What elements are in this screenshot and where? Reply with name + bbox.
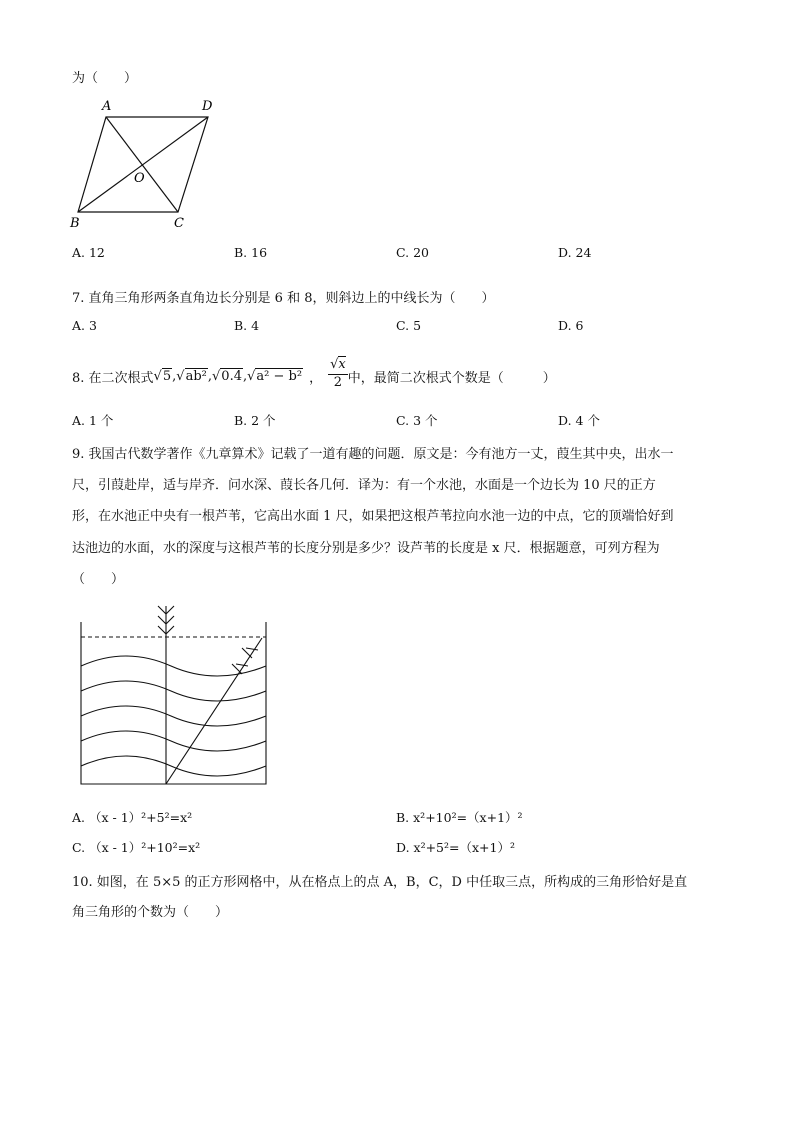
q9-option-d: D. x²+5²=（x+1）² [396, 840, 515, 855]
radical-3-radicand: 0.4 [221, 368, 242, 384]
wave-4 [81, 731, 266, 751]
fraction-numerator-x: x [338, 357, 346, 372]
q7-option-a: A. 3 [72, 318, 97, 333]
wave-1 [81, 656, 266, 676]
q8-option-d: D. 4 个 [558, 413, 600, 428]
q6-option-d: D. 24 [558, 245, 592, 260]
q8-option-a: A. 1 个 [72, 413, 114, 428]
label-o: O [134, 171, 145, 186]
q9-option-c: C. （x - 1）²+10²=x² [72, 840, 201, 855]
radical-3: √0.4 [212, 368, 242, 384]
q8-prefix: 8. 在二次根式 [72, 370, 154, 386]
radical-4-radicand: a² − b² [256, 368, 303, 384]
q10-line-2: 角三角形的个数为（ ） [72, 905, 229, 920]
label-b: B [70, 216, 80, 231]
radical-1-radicand: 5 [162, 368, 172, 384]
pond-reed-figure [76, 604, 272, 788]
q7-option-d: D. 6 [558, 318, 584, 333]
q6-option-a: A. 12 [72, 245, 105, 260]
q6-option-b: B. 16 [234, 245, 268, 260]
q9-option-a: A. （x - 1）²+5²=x² [72, 810, 193, 825]
q9-line-3: 形，在水池正中央有一根芦苇，它高出水面 1 尺，如果把这根芦苇拉向水池一边的中点，它的顶端恰好到 [72, 509, 674, 524]
label-d: D [202, 99, 213, 114]
q10-line-1: 10. 如图，在 5×5 的正方形网格中，从在格点上的点 A，B，C，D 中任取三点，所构成的三角形恰好是直 [72, 875, 688, 890]
radical-1: √5 [153, 368, 172, 384]
reed-slanted [166, 638, 262, 784]
q9-option-b: B. x²+10²=（x+1）² [396, 810, 523, 825]
label-a: A [102, 99, 112, 114]
q6-tail: 为（ ） [72, 71, 138, 86]
q8-option-b: B. 2 个 [234, 413, 276, 428]
radical-2: √ab² [176, 368, 207, 384]
wave-2 [81, 681, 266, 701]
diagonal-bd [78, 117, 208, 212]
pond-walls [81, 622, 266, 784]
q9-line-2: 尺，引葭赴岸，适与岸齐．问水深、葭长各几何．译为：有一个水池，水面是一个边长为 10 尺的正方 [72, 478, 656, 493]
q7-option-c: C. 5 [396, 318, 422, 333]
q7-stem: 7. 直角三角形两条直角边长分别是 6 和 8，则斜边上的中线长为（ ） [72, 291, 495, 306]
radical-4: √a² − b² [247, 368, 303, 384]
wave-3 [81, 706, 266, 726]
fraction-sqrt-x-over-2: $\frac{√x}{2}$ [330, 357, 346, 390]
q9-line-1: 9. 我国古代数学著作《九章算术》记载了一道有趣的问题．原文是：今有池方一丈，葭生其中央，出水一 [72, 447, 674, 462]
q8-stem: 8. 在二次根式 √5 , √ab² , √0.4 , √a² − b² ， $\frac{√x}{2}$ 中，最简二次根式个数是（ ） [72, 357, 556, 390]
q6-option-c: C. 20 [396, 245, 429, 260]
q8-suffix: 中，最简二次根式个数是（ ） [347, 370, 556, 386]
fraction-denominator: 2 [333, 375, 343, 390]
q9-line-5: （ ） [72, 572, 125, 587]
q9-line-4: 达池边的水面，水的深度与这根芦苇的长度分别是多少？设芦苇的长度是 x 尺．根据题意，可列方程为 [72, 541, 660, 556]
radical-2-radicand: ab² [185, 368, 207, 384]
q8-option-c: C. 3 个 [396, 413, 438, 428]
label-c: C [174, 216, 184, 231]
q7-option-b: B. 4 [234, 318, 260, 333]
parallelogram-figure [66, 96, 226, 232]
